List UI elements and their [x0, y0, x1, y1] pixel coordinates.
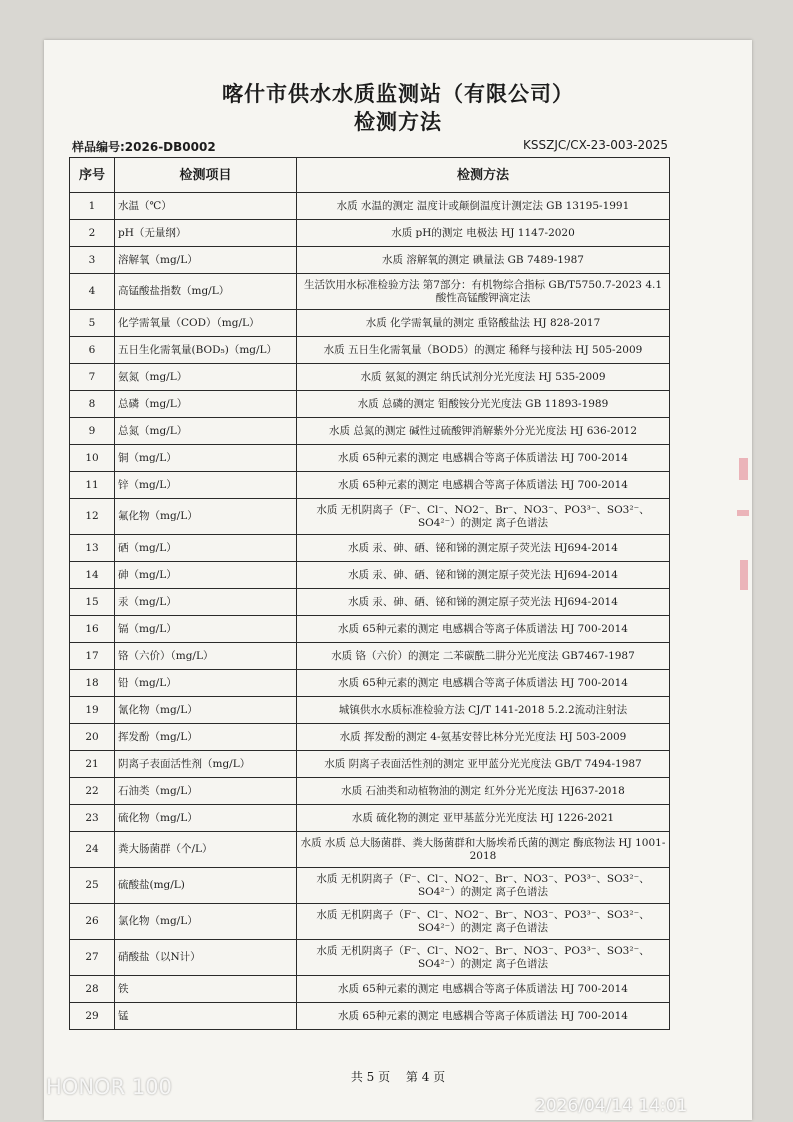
row-number: 22: [70, 778, 115, 805]
row-number: 4: [70, 274, 115, 310]
test-item: 石油类（mg/L）: [115, 778, 297, 805]
test-method: 水质 65种元素的测定 电感耦合等离子体质谱法 HJ 700-2014: [297, 616, 670, 643]
document-code: KSSZJC/CX-23-003-2025: [523, 138, 668, 152]
row-number: 16: [70, 616, 115, 643]
row-number: 17: [70, 643, 115, 670]
test-item: 硝酸盐（以N计）: [115, 940, 297, 976]
test-method: 水质 阴离子表面活性剂的测定 亚甲蓝分光光度法 GB/T 7494-1987: [297, 751, 670, 778]
test-item: 五日生化需氧量(BOD₅)（mg/L）: [115, 337, 297, 364]
row-number: 11: [70, 472, 115, 499]
test-method: 水质 硫化物的测定 亚甲基蓝分光光度法 HJ 1226-2021: [297, 805, 670, 832]
row-number: 1: [70, 193, 115, 220]
table-row: [70, 310, 670, 337]
table-row: [70, 445, 670, 472]
test-item: 溶解氧（mg/L）: [115, 247, 297, 274]
table-body: [70, 193, 670, 1030]
table-row: [70, 499, 670, 535]
row-number: 24: [70, 832, 115, 868]
table-row: [70, 724, 670, 751]
row-number: 15: [70, 589, 115, 616]
table-row: [70, 535, 670, 562]
table-row: [70, 391, 670, 418]
row-number: 14: [70, 562, 115, 589]
camera-timestamp-watermark: 2026/04/14 14:01: [535, 1096, 688, 1116]
row-number: 3: [70, 247, 115, 274]
test-item: 挥发酚（mg/L）: [115, 724, 297, 751]
test-method: 水质 无机阴离子（F⁻、Cl⁻、NO2⁻、Br⁻、NO3⁻、PO3³⁻、SO3²⁻、SO4²⁻）的测定 离子色谱法: [297, 904, 670, 940]
table-row: [70, 364, 670, 391]
test-item: 铁: [115, 976, 297, 1003]
test-method: 城镇供水水质标准检验方法 CJ/T 141-2018 5.2.2流动注射法: [297, 697, 670, 724]
table-row: [70, 418, 670, 445]
seal-stamp-fragment: [735, 450, 753, 600]
row-number: 25: [70, 868, 115, 904]
row-number: 28: [70, 976, 115, 1003]
test-item: 镉（mg/L）: [115, 616, 297, 643]
row-number: 21: [70, 751, 115, 778]
test-item: 锌（mg/L）: [115, 472, 297, 499]
test-method: 水质 水质 总大肠菌群、粪大肠菌群和大肠埃希氏菌的测定 酶底物法 HJ 1001-2018: [297, 832, 670, 868]
row-number: 6: [70, 337, 115, 364]
row-number: 23: [70, 805, 115, 832]
row-number: 12: [70, 499, 115, 535]
row-number: 20: [70, 724, 115, 751]
test-method: 水质 水温的测定 温度计或颠倒温度计测定法 GB 13195-1991: [297, 193, 670, 220]
test-item: 硫化物（mg/L）: [115, 805, 297, 832]
test-method: 水质 铬（六价）的测定 二苯碳酰二肼分光光度法 GB7467-1987: [297, 643, 670, 670]
row-number: 8: [70, 391, 115, 418]
test-item: 氨氮（mg/L）: [115, 364, 297, 391]
test-method: 水质 挥发酚的测定 4-氨基安替比林分光光度法 HJ 503-2009: [297, 724, 670, 751]
table-row: [70, 1003, 670, 1030]
table-row: [70, 472, 670, 499]
test-item: 锰: [115, 1003, 297, 1030]
row-number: 9: [70, 418, 115, 445]
test-item: 粪大肠菌群（个/L）: [115, 832, 297, 868]
test-method: 水质 65种元素的测定 电感耦合等离子体质谱法 HJ 700-2014: [297, 1003, 670, 1030]
table-row: [70, 832, 670, 868]
test-item: 铬（六价）（mg/L）: [115, 643, 297, 670]
test-method: 水质 汞、砷、硒、铋和锑的测定原子荧光法 HJ694-2014: [297, 535, 670, 562]
test-method: 水质 总磷的测定 钼酸铵分光光度法 GB 11893-1989: [297, 391, 670, 418]
test-item: 总磷（mg/L）: [115, 391, 297, 418]
table-row: [70, 562, 670, 589]
test-method: 水质 五日生化需氧量（BOD5）的测定 稀释与接种法 HJ 505-2009: [297, 337, 670, 364]
column-header-item: 检测项目: [115, 158, 297, 193]
row-number: 18: [70, 670, 115, 697]
column-header-no: 序号: [70, 158, 115, 193]
table-row: [70, 904, 670, 940]
test-method: 水质 65种元素的测定 电感耦合等离子体质谱法 HJ 700-2014: [297, 670, 670, 697]
table-row: [70, 193, 670, 220]
test-method: 水质 总氮的测定 碱性过硫酸钾消解紫外分光光度法 HJ 636-2012: [297, 418, 670, 445]
test-item: pH（无量纲）: [115, 220, 297, 247]
test-item: 高锰酸盐指数（mg/L）: [115, 274, 297, 310]
table-row: [70, 976, 670, 1003]
test-item: 阴离子表面活性剂（mg/L）: [115, 751, 297, 778]
table-row: [70, 670, 670, 697]
test-item: 水温（℃）: [115, 193, 297, 220]
table-header-row: [70, 158, 670, 193]
test-method: 水质 65种元素的测定 电感耦合等离子体质谱法 HJ 700-2014: [297, 445, 670, 472]
test-method: 水质 氨氮的测定 纳氏试剂分光光度法 HJ 535-2009: [297, 364, 670, 391]
table-row: [70, 274, 670, 310]
camera-brand-watermark: HONOR 100: [46, 1075, 172, 1099]
test-item: 氰化物（mg/L）: [115, 697, 297, 724]
row-number: 10: [70, 445, 115, 472]
test-method: 水质 化学需氧量的测定 重铬酸盐法 HJ 828-2017: [297, 310, 670, 337]
row-number: 19: [70, 697, 115, 724]
current-page: 第 4 页: [405, 1070, 446, 1084]
table-row: [70, 697, 670, 724]
test-item: 硫酸盐(mg/L): [115, 868, 297, 904]
sample-number: 样品编号:2026-DB0002: [72, 140, 216, 154]
row-number: 29: [70, 1003, 115, 1030]
test-item: 铜（mg/L）: [115, 445, 297, 472]
test-method: 水质 pH的测定 电极法 HJ 1147-2020: [297, 220, 670, 247]
table-row: [70, 868, 670, 904]
row-number: 5: [70, 310, 115, 337]
document-title: 喀什市供水水质监测站（有限公司）: [222, 82, 574, 106]
test-item: 化学需氧量（COD）（mg/L）: [115, 310, 297, 337]
test-item: 氟化物（mg/L）: [115, 499, 297, 535]
test-item: 硒（mg/L）: [115, 535, 297, 562]
row-number: 13: [70, 535, 115, 562]
total-pages: 共 5 页: [350, 1070, 391, 1084]
test-method: 水质 汞、砷、硒、铋和锑的测定原子荧光法 HJ694-2014: [297, 589, 670, 616]
table-row: [70, 751, 670, 778]
table-row: [70, 778, 670, 805]
row-number: 27: [70, 940, 115, 976]
table-row: [70, 940, 670, 976]
test-method: 水质 无机阴离子（F⁻、Cl⁻、NO2⁻、Br⁻、NO3⁻、PO3³⁻、SO3²⁻、SO4²⁻）的测定 离子色谱法: [297, 499, 670, 535]
test-method: 水质 汞、砷、硒、铋和锑的测定原子荧光法 HJ694-2014: [297, 562, 670, 589]
test-method: 生活饮用水标准检验方法 第7部分：有机物综合指标 GB/T5750.7-2023 4.1 酸性高锰酸钾滴定法: [297, 274, 670, 310]
test-method: 水质 65种元素的测定 电感耦合等离子体质谱法 HJ 700-2014: [297, 472, 670, 499]
test-method: 水质 溶解氧的测定 碘量法 GB 7489-1987: [297, 247, 670, 274]
table-row: [70, 220, 670, 247]
table-row: [70, 616, 670, 643]
table-row: [70, 337, 670, 364]
test-item: 铅（mg/L）: [115, 670, 297, 697]
table-row: [70, 589, 670, 616]
table-row: [70, 805, 670, 832]
test-method: 水质 无机阴离子（F⁻、Cl⁻、NO2⁻、Br⁻、NO3⁻、PO3³⁻、SO3²⁻、SO4²⁻）的测定 离子色谱法: [297, 940, 670, 976]
test-method: 水质 无机阴离子（F⁻、Cl⁻、NO2⁻、Br⁻、NO3⁻、PO3³⁻、SO3²⁻、SO4²⁻）的测定 离子色谱法: [297, 868, 670, 904]
table-row: [70, 643, 670, 670]
test-method: 水质 65种元素的测定 电感耦合等离子体质谱法 HJ 700-2014: [297, 976, 670, 1003]
test-item: 氯化物（mg/L）: [115, 904, 297, 940]
row-number: 7: [70, 364, 115, 391]
methods-table: [69, 157, 670, 1030]
table-row: [70, 247, 670, 274]
test-item: 汞（mg/L）: [115, 589, 297, 616]
column-header-method: 检测方法: [297, 158, 670, 193]
row-number: 26: [70, 904, 115, 940]
test-method: 水质 石油类和动植物油的测定 红外分光光度法 HJ637-2018: [297, 778, 670, 805]
test-item: 砷（mg/L）: [115, 562, 297, 589]
test-item: 总氮（mg/L）: [115, 418, 297, 445]
document-subtitle: 检测方法: [354, 110, 442, 134]
row-number: 2: [70, 220, 115, 247]
